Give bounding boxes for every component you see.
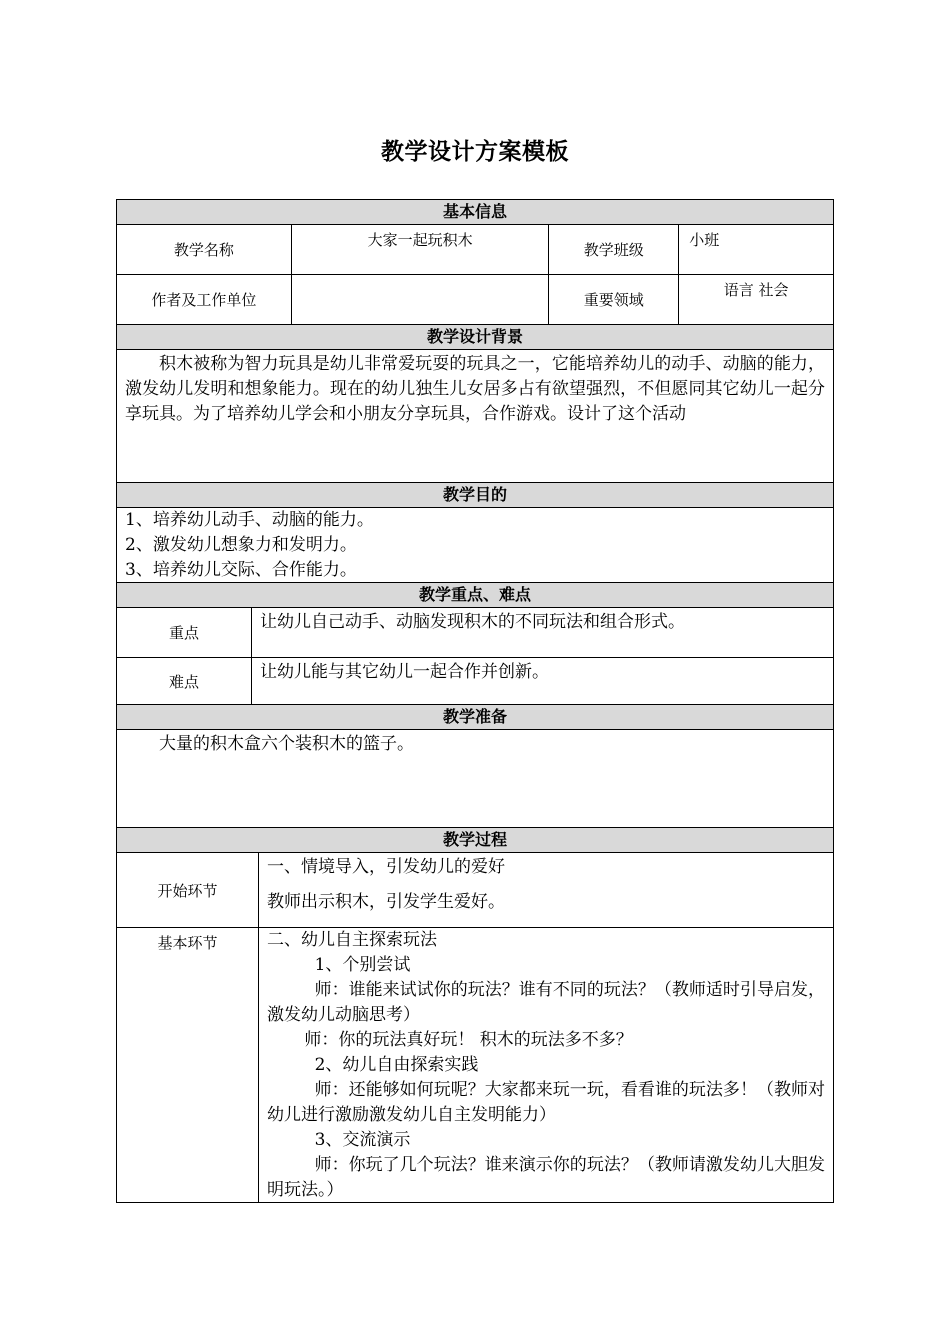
row-author <box>116 274 834 325</box>
row-start-stage <box>116 852 834 928</box>
goals-block <box>116 507 834 583</box>
section-header-goals: 教学目的 <box>116 482 834 508</box>
goal-item: 2、激发幼儿想象力和发明力。 <box>125 535 357 555</box>
lesson-plan-table <box>116 199 834 1203</box>
start-line: 一、情境导入，引发幼儿的爱好 <box>267 857 505 877</box>
preparation-block <box>116 729 834 828</box>
row-difficult-point <box>116 657 834 705</box>
background-text: 积木被称为智力玩具是幼儿非常爱玩耍的玩具之一，它能培养幼儿的动手、动脑的能力，激发幼儿发明和想象能力。现在的幼儿独生儿女居多占有欲望强烈，不但愿同其它幼儿一起分享玩具。为了培养幼儿学会和小朋友分享玩具，合作游戏。设计了这个活动 <box>125 354 825 424</box>
step-heading: 2、幼儿自由探索实践 <box>314 1055 479 1075</box>
lesson-name-value: 大家一起玩积木 <box>291 224 550 275</box>
basic-stage-label: 基本环节 <box>116 927 259 1203</box>
step-text: 师：你玩了几个玩法？谁来演示你的玩法？（教师请激发幼儿大胆发明玩法。） <box>267 1155 825 1200</box>
domain-value: 语言 社会 <box>678 274 834 325</box>
start-stage-content <box>258 852 834 928</box>
step-heading: 3、交流演示 <box>314 1130 411 1150</box>
domain-label: 重要领域 <box>548 274 679 325</box>
start-stage-label: 开始环节 <box>116 852 259 928</box>
background-block <box>116 349 834 483</box>
key-point-value: 让幼儿自己动手、动脑发现积木的不同玩法和组合形式。 <box>251 607 834 658</box>
author-label: 作者及工作单位 <box>116 274 292 325</box>
class-value: 小班 <box>678 224 834 275</box>
step-heading: 1、个别尝试 <box>314 955 411 975</box>
lesson-name-label: 教学名称 <box>116 224 292 275</box>
difficult-point-label: 难点 <box>116 657 252 705</box>
step-text: 师：还能够如何玩呢？大家都来玩一玩，看看谁的玩法多！（教师对幼儿进行激励激发幼儿自主发明能力） <box>267 1080 825 1125</box>
section-header-process: 教学过程 <box>116 827 834 853</box>
section-header-key-points: 教学重点、难点 <box>116 582 834 608</box>
document-title: 教学设计方案模板 <box>381 139 569 165</box>
step-text: 师：你的玩法真好玩！ 积木的玩法多不多？ <box>304 1030 633 1050</box>
difficult-point-value: 让幼儿能与其它幼儿一起合作并创新。 <box>251 657 834 705</box>
row-lesson-name <box>116 224 834 275</box>
goal-item: 3、培养幼儿交际、合作能力。 <box>125 560 357 580</box>
section-header-basic-info: 基本信息 <box>116 199 834 225</box>
section-header-background: 教学设计背景 <box>116 324 834 350</box>
basic-title: 二、幼儿自主探索玩法 <box>267 930 437 950</box>
class-label: 教学班级 <box>548 224 679 275</box>
row-basic-stage <box>116 927 834 1203</box>
goal-item: 1、培养幼儿动手、动脑的能力。 <box>125 510 374 530</box>
row-key-point <box>116 607 834 658</box>
author-value <box>291 274 550 325</box>
basic-stage-content <box>258 927 834 1203</box>
key-point-label: 重点 <box>116 607 252 658</box>
section-header-preparation: 教学准备 <box>116 704 834 730</box>
start-line: 教师出示积木，引发学生爱好。 <box>267 892 505 912</box>
step-text: 师：谁能来试试你的玩法？谁有不同的玩法？（教师适时引导启发，激发幼儿动脑思考） <box>267 980 825 1025</box>
preparation-text: 大量的积木盒六个装积木的篮子。 <box>159 734 414 754</box>
